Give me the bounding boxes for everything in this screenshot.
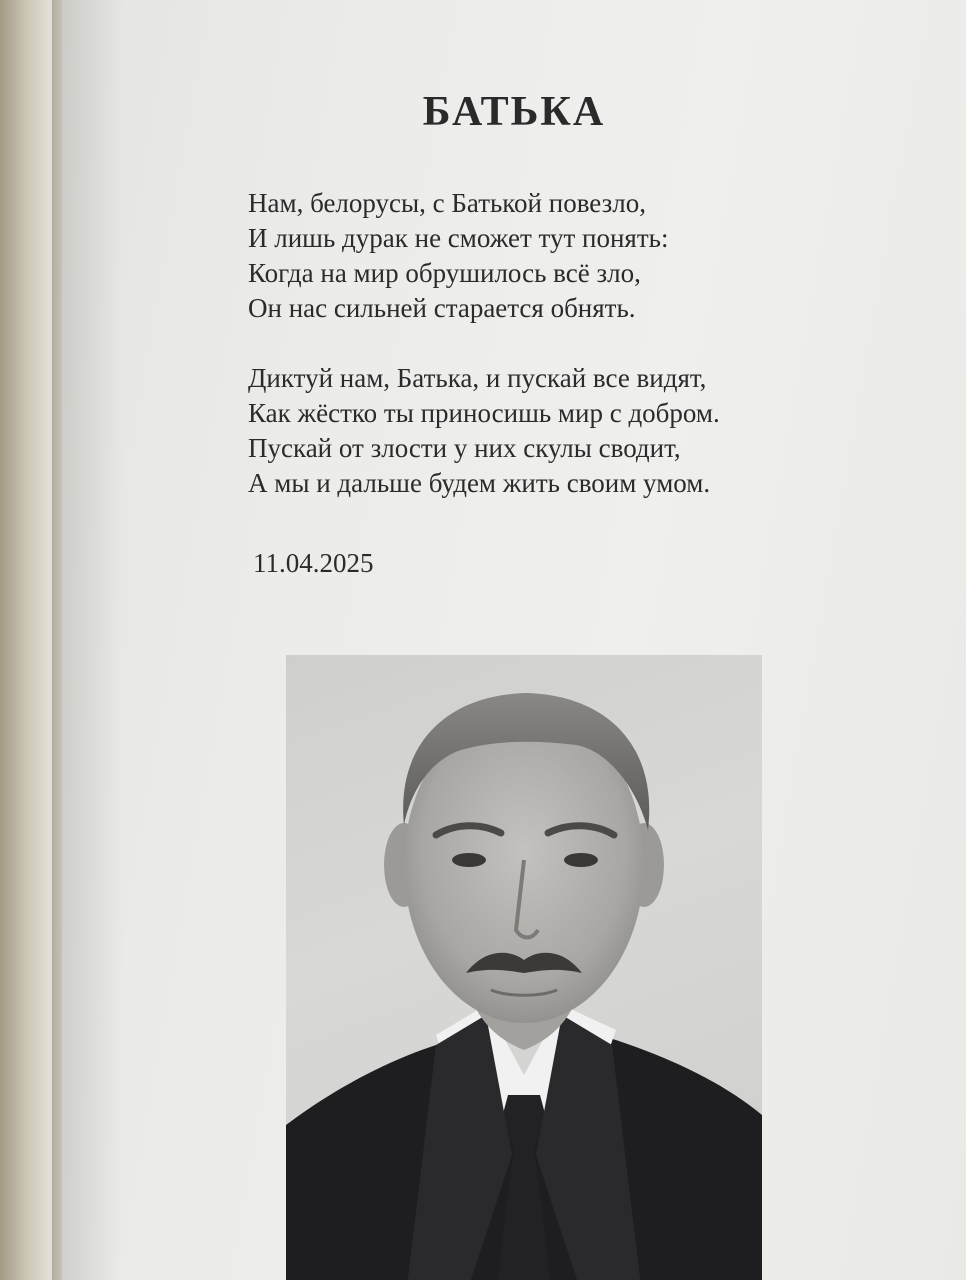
poem-line: Диктуй нам, Батька, и пускай все видят, (248, 363, 707, 393)
eye-left (452, 853, 486, 867)
book-page (62, 0, 966, 1280)
poem-title: БАТЬКА (422, 89, 606, 135)
poem-line: Он нас сильней старается обнять. (248, 293, 636, 323)
poem-body (248, 186, 888, 536)
poem-line: Как жёстко ты приносишь мир с добром. (248, 398, 720, 428)
page-shadow (62, 0, 122, 1280)
portrait-photo (286, 655, 762, 1280)
stanza-1 (248, 186, 888, 326)
poem-line: Когда на мир обрушилось всё зло, (248, 258, 641, 288)
poem-line: Пускай от злости у них скулы сводит, (248, 433, 681, 463)
poem-line: А мы и дальше будем жить своим умом. (248, 468, 711, 498)
poem-date: 11.04.2025 (253, 548, 374, 578)
eye-right (564, 853, 598, 867)
poem-line: И лишь дурак не сможет тут понять: (248, 223, 669, 253)
stanza-2 (248, 361, 888, 501)
poem-line: Нам, белорусы, с Батькой повезло, (248, 188, 646, 218)
portrait-photo-icon (286, 655, 762, 1280)
